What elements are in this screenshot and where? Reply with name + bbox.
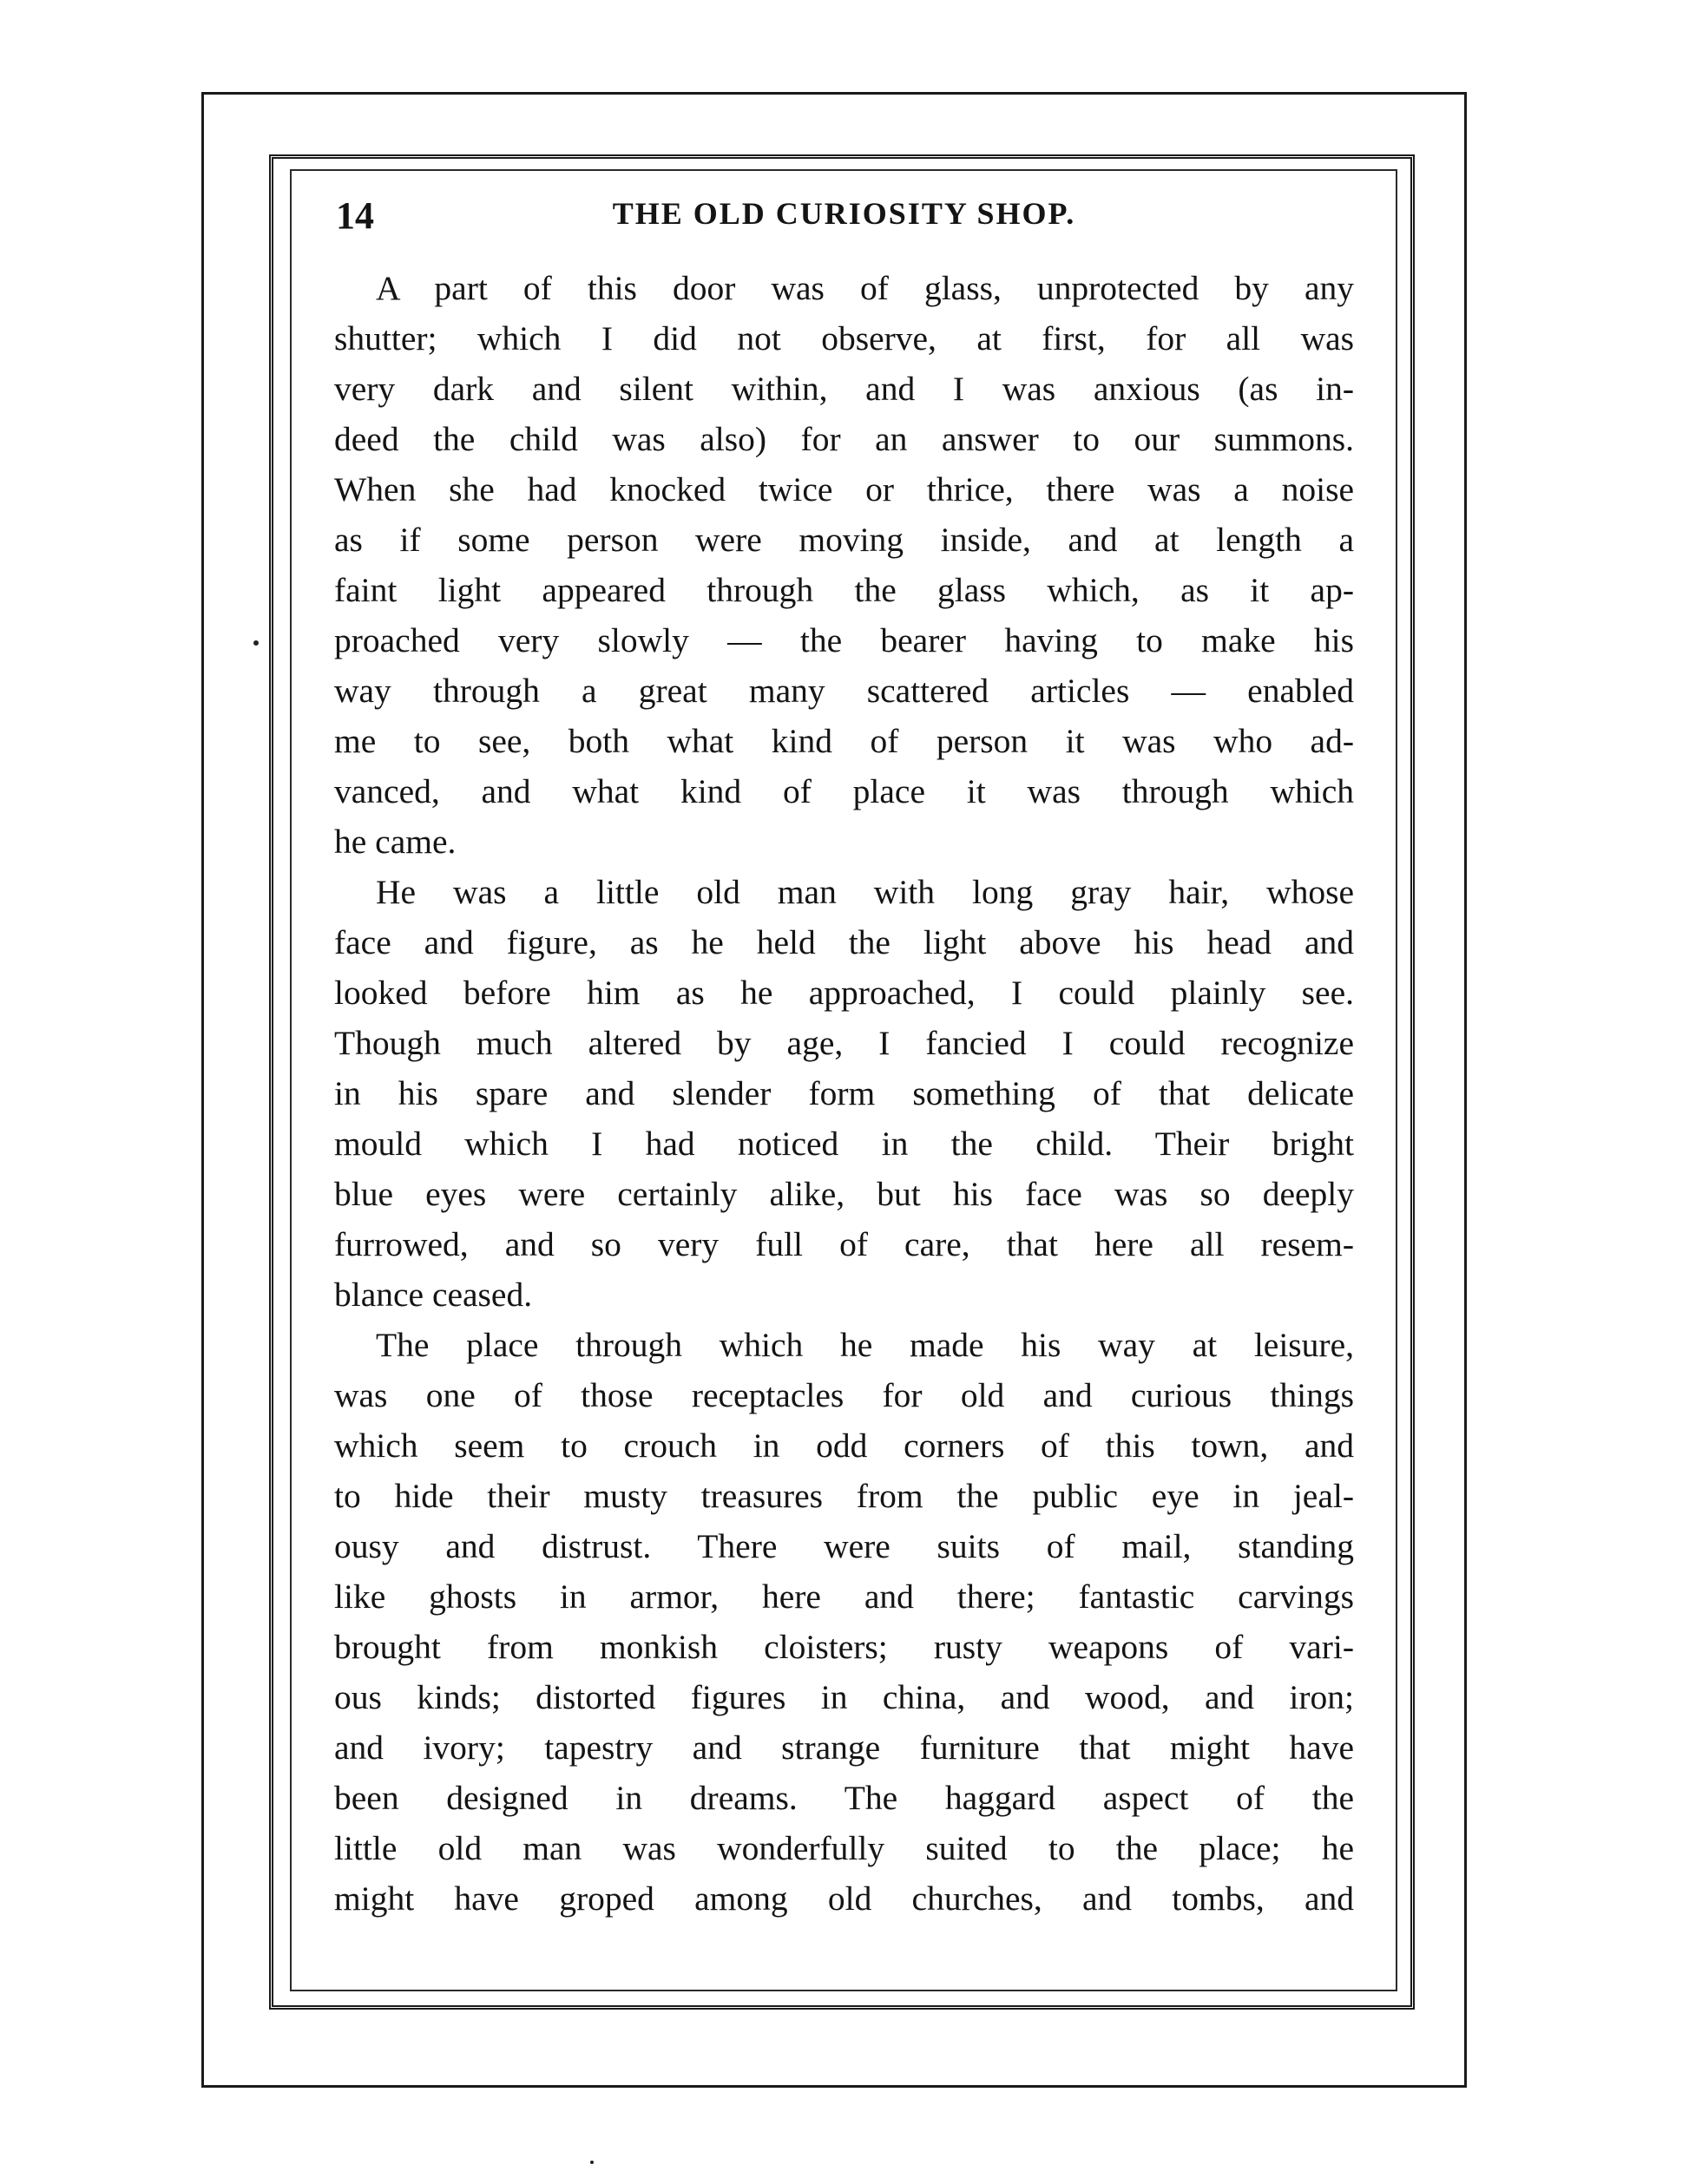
text-line: very dark and silent within, and I was anxious (as in- xyxy=(334,370,1354,408)
ink-speck xyxy=(590,2161,594,2164)
text-line: me to see, both what kind of person it was who ad- xyxy=(334,722,1354,760)
text-line: vanced, and what kind of place it was through which xyxy=(334,772,1354,810)
text-line: face and figure, as he held the light above his head and xyxy=(334,923,1354,961)
running-head xyxy=(334,178,1354,247)
ink-speck xyxy=(253,640,259,646)
paragraph xyxy=(334,1320,1354,1924)
text-line: might have groped among old churches, and tombs, and xyxy=(334,1879,1354,1918)
text-line: looked before him as he approached, I could plainly see. xyxy=(334,974,1354,1012)
running-title: THE OLD CURIOSITY SHOP. xyxy=(612,196,1076,231)
text-line: he came. xyxy=(334,823,457,861)
text-line: as if some person were moving inside, and at length a xyxy=(334,521,1354,559)
page-number: 14 xyxy=(336,194,374,237)
text-line: brought from monkish cloisters; rusty weapons of vari- xyxy=(334,1628,1354,1666)
text-line: A part of this door was of glass, unprotected by any xyxy=(376,269,1354,307)
text-line: which seem to crouch in odd corners of this town, and xyxy=(334,1426,1354,1465)
text-line: The place through which he made his way at leisure, xyxy=(376,1326,1354,1364)
text-line: ousy and distrust. There were suits of mail, standing xyxy=(334,1527,1354,1565)
text-line: blue eyes were certainly alike, but his face was so deeply xyxy=(334,1175,1354,1213)
text-line: He was a little old man with long gray hair, whose xyxy=(376,873,1354,911)
paragraph xyxy=(334,263,1354,867)
text-line: deed the child was also) for an answer to our summons. xyxy=(334,420,1354,458)
text-line: When she had knocked twice or thrice, there was a noise xyxy=(334,470,1354,508)
text-line: shutter; which I did not observe, at first, for all was xyxy=(334,319,1354,357)
text-line: way through a great many scattered articles — enabled xyxy=(334,672,1354,710)
text-line: Though much altered by age, I fancied I could recognize xyxy=(334,1024,1354,1062)
body-text xyxy=(334,263,1354,1924)
text-line: was one of those receptacles for old and curious things xyxy=(334,1376,1354,1414)
text-line: and ivory; tapestry and strange furniture that might have xyxy=(334,1728,1354,1767)
text-line: little old man was wonderfully suited to the place; he xyxy=(334,1829,1354,1867)
page-content xyxy=(334,178,1354,1924)
text-line: ous kinds; distorted figures in china, and wood, and iron; xyxy=(334,1678,1354,1716)
text-line: blance ceased. xyxy=(334,1276,533,1314)
text-line: mould which I had noticed in the child. Their bright xyxy=(334,1125,1354,1163)
text-line: faint light appeared through the glass which, as it ap- xyxy=(334,571,1354,609)
text-line: been designed in dreams. The haggard aspect of the xyxy=(334,1779,1354,1817)
text-line: in his spare and slender form something of that delicate xyxy=(334,1074,1354,1112)
text-line: furrowed, and so very full of care, that here all resem- xyxy=(334,1225,1354,1263)
text-line: proached very slowly — the bearer having to make his xyxy=(334,621,1354,659)
paragraph xyxy=(334,867,1354,1320)
text-line: like ghosts in armor, here and there; fantastic carvings xyxy=(334,1577,1354,1616)
text-line: to hide their musty treasures from the public eye in jeal- xyxy=(334,1477,1354,1515)
